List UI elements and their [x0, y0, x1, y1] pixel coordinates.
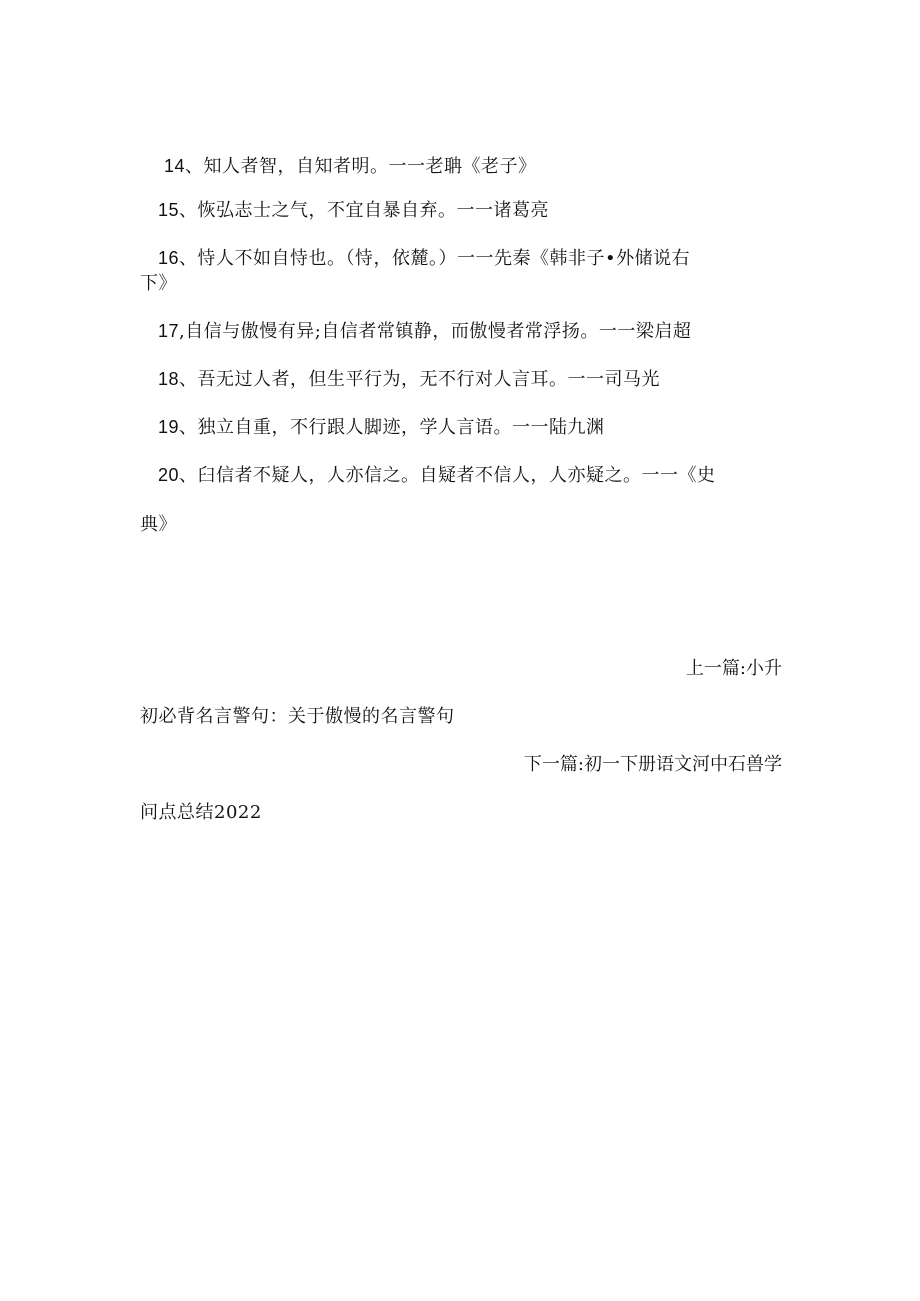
next-article-link[interactable]: 下一篇:初一下册语文河中石兽学: [523, 754, 782, 775]
quote-19: [140, 414, 818, 441]
quote-number: 14: [164, 156, 186, 176]
quote-text: 自信与傲慢有异;自信者常镇静，而傲慢者常浮扬。一一梁启超: [185, 321, 692, 342]
quote-separator: 、: [179, 248, 198, 269]
quote-number: 20: [158, 465, 180, 485]
quote-number: 15: [158, 200, 180, 220]
quote-16: [140, 245, 818, 272]
quote-20: [140, 462, 818, 489]
quote-15: [140, 197, 818, 224]
next-article-link-continuation[interactable]: 问点总结2022: [140, 802, 262, 823]
quote-separator: 、: [179, 417, 198, 438]
quote-16-continuation: 下》: [140, 273, 177, 294]
quote-separator: 、: [179, 465, 198, 486]
quote-separator: 、: [185, 156, 204, 177]
quote-number: 18: [158, 369, 180, 389]
quote-text: 恢弘志士之气，不宜自暴自弃。一一诸葛亮: [197, 200, 550, 221]
quote-number: 17: [158, 321, 180, 341]
quote-14: [140, 153, 824, 180]
quote-text: 吾无过人者，但生平行为，无不行对人言耳。一一司马光: [197, 369, 661, 390]
quote-text: 知人者智，自知者明。一一老聃《老子》: [203, 156, 537, 177]
quote-20-continuation: 典》: [140, 514, 177, 535]
quote-text: 恃人不如自恃也。（恃，依麓。）一一先秦《韩非子•外储说右: [197, 248, 691, 269]
quote-text: 臼信者不疑人，人亦信之。自疑者不信人，人亦疑之。一一《史: [197, 465, 716, 486]
quote-number: 16: [158, 248, 180, 268]
prev-article-link-continuation[interactable]: 初必背名言警句：关于傲慢的名言警句: [140, 706, 455, 727]
quote-separator: 、: [179, 200, 198, 221]
prev-article-link[interactable]: 上一篇:小升: [685, 658, 782, 679]
quote-number: 19: [158, 417, 180, 437]
quote-separator: ,: [179, 321, 186, 342]
quote-17: [140, 318, 818, 345]
quote-18: [140, 366, 818, 393]
quote-text: 独立自重，不行跟人脚迹，学人言语。一一陆九渊: [197, 417, 605, 438]
quote-separator: 、: [179, 369, 198, 390]
